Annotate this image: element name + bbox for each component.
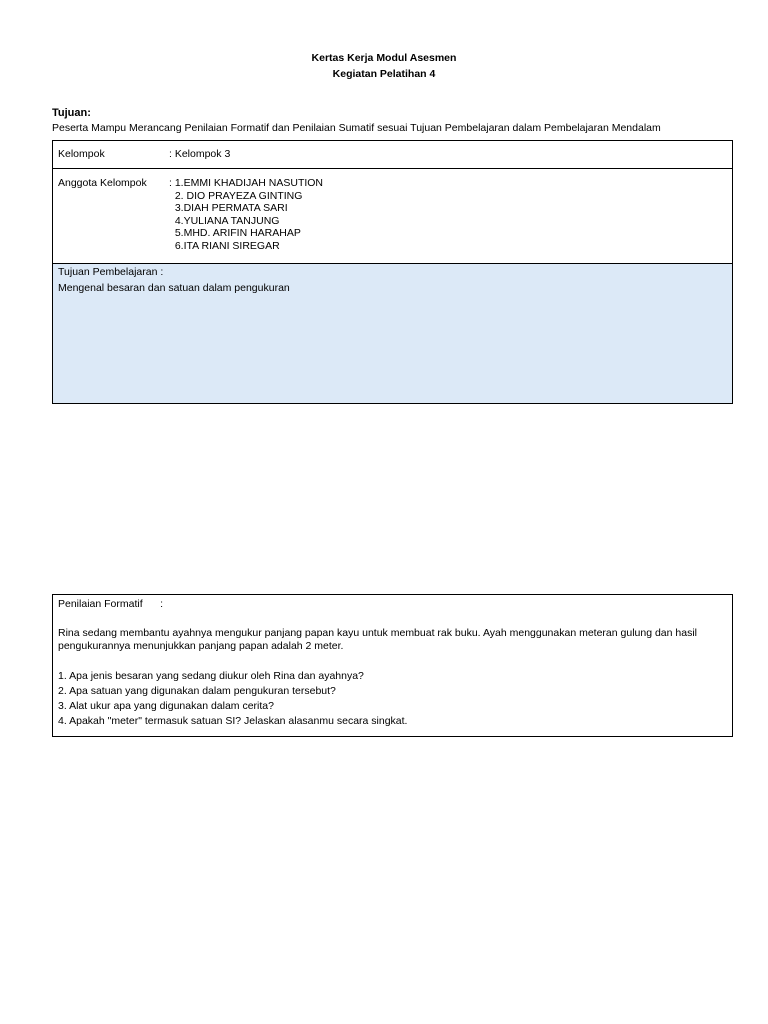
document-subtitle: Kegiatan Pelatihan 4 (332, 68, 436, 80)
anggota-label: Anggota Kelompok (58, 177, 147, 189)
tujuan-pembelajaran-text: Mengenal besaran dan satuan dalam pengukuran (58, 282, 290, 294)
document-title: Kertas Kerja Modul Asesmen (311, 52, 457, 64)
anggota-row (52, 168, 733, 264)
member-item: 2. DIO PRAYEZA GINTING (169, 189, 303, 202)
tujuan-label: Tujuan: (52, 107, 91, 119)
member-item: 3.DIAH PERMATA SARI (169, 202, 288, 214)
tujuan-text: Peserta Mampu Merancang Penilaian Formatif dan Penilaian Sumatif sesuai Tujuan Pembelajaran dalam Pembelajaran Mendalam (52, 122, 661, 134)
question-item: 4. Apakah "meter" termasuk satuan SI? Jelaskan alasanmu secara singkat. (58, 715, 408, 727)
member-item: : 1.EMMI KHADIJAH NASUTION (169, 177, 324, 189)
kelompok-value: : Kelompok 3 (169, 148, 231, 160)
penilaian-formatif-story: Rina sedang membantu ayahnya mengukur panjang papan kayu untuk membuat rak buku. Ayah menggunakan meteran gulung dan hasil pengukurannya menunjukkan panjang papan adalah 2 meter. (58, 627, 697, 652)
member-item: 6.ITA RIANI SIREGAR (169, 239, 280, 252)
question-item: 3. Alat ukur apa yang digunakan dalam cerita? (58, 700, 274, 712)
tujuan-pembelajaran-label: Tujuan Pembelajaran : (58, 266, 164, 278)
penilaian-formatif-label: Penilaian Formatif : (58, 598, 164, 610)
penilaian-formatif-box (52, 594, 733, 737)
kelompok-row (52, 140, 733, 169)
member-item: 5.MHD. ARIFIN HARAHAP (169, 227, 301, 239)
member-item: 4.YULIANA TANJUNG (169, 214, 280, 227)
question-item: 2. Apa satuan yang digunakan dalam pengukuran tersebut? (58, 685, 336, 697)
question-item: 1. Apa jenis besaran yang sedang diukur oleh Rina dan ayahnya? (58, 670, 364, 682)
member-list (169, 177, 323, 252)
tujuan-pembelajaran-box (52, 263, 733, 404)
question-list (58, 669, 407, 729)
kelompok-label: Kelompok (58, 148, 105, 160)
